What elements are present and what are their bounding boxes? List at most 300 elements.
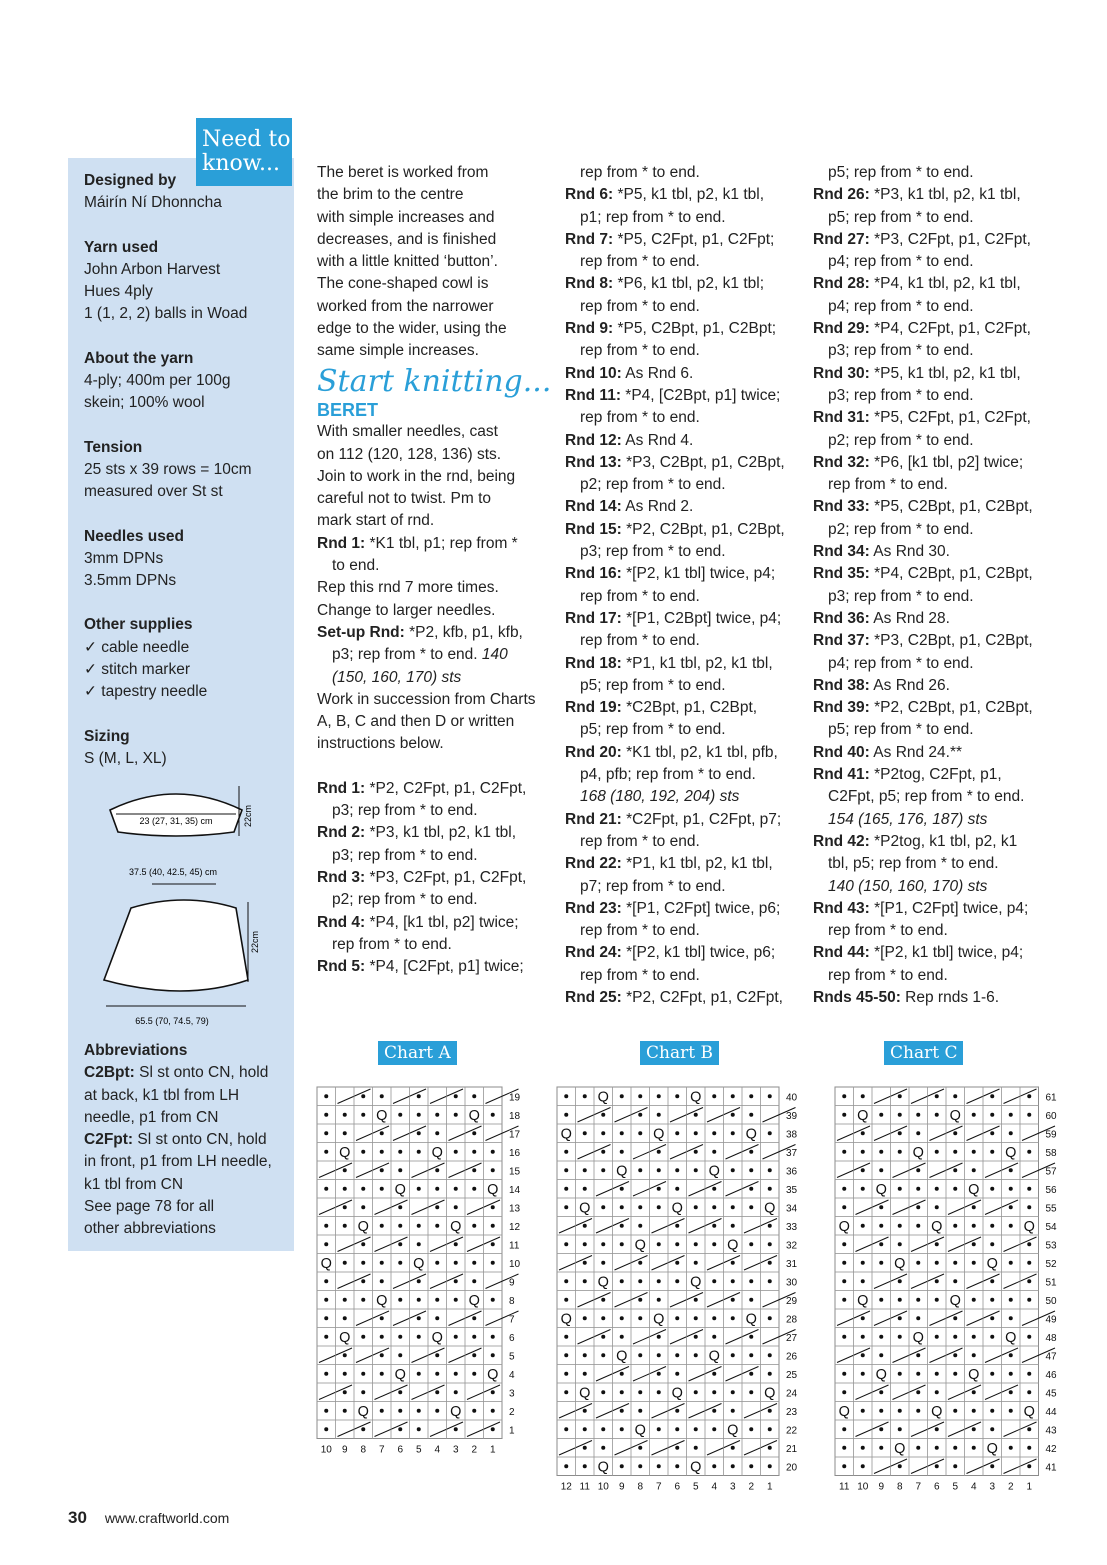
purl-dot (564, 1279, 568, 1283)
purl-dot (990, 1187, 994, 1191)
purl-dot (472, 1224, 476, 1228)
rnd-line: Rnd 31: *P5, C2Fpt, p1, C2Fpt, (813, 409, 1031, 427)
k1tbl-symbol: Q (986, 1256, 998, 1272)
beret-shape (110, 794, 242, 836)
col-label: 6 (933, 1481, 940, 1493)
tension-line: 25 sts x 39 rows = 10cm (84, 460, 252, 478)
purl-dot (898, 1187, 902, 1191)
abbr-c2bpt: C2Bpt: Sl st onto CN, hold (84, 1064, 269, 1082)
k1tbl-symbol: Q (579, 1385, 591, 1402)
row-label: 55 (1045, 1203, 1057, 1215)
purl-dot (749, 1205, 753, 1209)
purl-dot (638, 1464, 642, 1468)
purl-dot (953, 1279, 957, 1283)
purl-dot (380, 1279, 384, 1283)
purl-dot (731, 1353, 735, 1357)
purl-dot (861, 1316, 865, 1320)
setup-line: (150, 160, 170) sts (332, 668, 462, 686)
k1tbl-symbol: Q (468, 1108, 480, 1124)
purl-dot (564, 1242, 568, 1246)
rnd-line: Rnds 45-50: Rep rnds 1-6. (813, 988, 1000, 1006)
rnd-line: Rnd 14: As Rnd 2. (565, 498, 694, 516)
row-label: 16 (509, 1148, 521, 1159)
row-label: 38 (786, 1129, 798, 1141)
purl-dot (324, 1372, 328, 1376)
purl-dot (675, 1464, 679, 1468)
rnd-line: Rnd 11: *P4, [C2Bpt, p1] twice; (565, 386, 781, 404)
purl-dot (1009, 1131, 1013, 1135)
rnd-line: p3; rep from * to end. (332, 802, 478, 820)
purl-dot (417, 1335, 421, 1339)
purl-dot (417, 1224, 421, 1228)
purl-dot (916, 1316, 920, 1320)
col-label: 7 (655, 1481, 662, 1493)
col-label: 2 (748, 1481, 755, 1493)
k1tbl-symbol: Q (949, 1108, 961, 1124)
intro-line: The cone-shaped cowl is (317, 275, 489, 293)
row-label: 45 (1045, 1388, 1057, 1400)
purl-dot (898, 1409, 902, 1413)
purl-dot (990, 1150, 994, 1154)
row-label: 59 (1045, 1129, 1057, 1141)
rnd-line: Rnd 25: *P2, C2Fpt, p1, C2Fpt, (565, 988, 783, 1006)
purl-dot (343, 1261, 347, 1265)
purl-dot (768, 1409, 772, 1413)
rnd-line: Rnd 15: *P2, C2Bpt, p1, C2Bpt, (565, 520, 785, 538)
purl-dot (972, 1224, 976, 1228)
rnd-line: p7; rep from * to end. (580, 877, 726, 895)
purl-dot (638, 1224, 642, 1228)
supplies-line: ✓ tapestry needle (84, 683, 208, 701)
rnd-line: rep from * to end. (580, 409, 700, 427)
rnd-line: tbl, p5; rep from * to end. (828, 855, 999, 873)
purl-dot (361, 1298, 365, 1302)
purl-dot (879, 1298, 883, 1302)
purl-dot (601, 1261, 605, 1265)
rnd-line: 168 (180, 192, 204) sts (580, 788, 740, 806)
purl-dot (361, 1427, 365, 1431)
row-label: 13 (509, 1203, 521, 1215)
purl-dot (675, 1446, 679, 1450)
purl-dot (694, 1427, 698, 1431)
purl-dot (768, 1353, 772, 1357)
work-line: instructions below. (317, 735, 444, 753)
col-label: 10 (597, 1481, 609, 1493)
k1tbl-symbol: Q (468, 1293, 480, 1309)
col-label: 3 (989, 1481, 996, 1493)
purl-dot (380, 1372, 384, 1376)
purl-dot (953, 1316, 957, 1320)
chart-a-title: Chart A (378, 1041, 457, 1065)
rep-line: Change to larger needles. (317, 601, 496, 619)
purl-dot (361, 1113, 365, 1117)
purl-dot (564, 1113, 568, 1117)
purl-dot (990, 1224, 994, 1228)
purl-dot (694, 1168, 698, 1172)
purl-dot (583, 1427, 587, 1431)
purl-dot (898, 1298, 902, 1302)
purl-dot (953, 1409, 957, 1413)
abbr-line: k1 tbl from CN (84, 1175, 184, 1193)
rnd-line: p3; rep from * to end. (332, 846, 478, 864)
purl-dot (694, 1261, 698, 1265)
purl-dot (620, 1150, 624, 1154)
purl-dot (842, 1372, 846, 1376)
purl-dot (454, 1298, 458, 1302)
purl-dot (1009, 1205, 1013, 1209)
purl-dot (731, 1261, 735, 1265)
purl-dot (657, 1464, 661, 1468)
purl-dot (564, 1150, 568, 1154)
abbr-line: needle, p1 from CN (84, 1108, 219, 1126)
purl-dot (731, 1298, 735, 1302)
purl-dot (712, 1224, 716, 1228)
rnd-line: p3; rep from * to end. (828, 342, 974, 360)
purl-dot (324, 1409, 328, 1413)
purl-dot (1009, 1390, 1013, 1394)
cowl-height-label: 22cm (250, 930, 260, 954)
yarn-line: 1 (1, 2, 2) balls in Woad (84, 305, 248, 323)
purl-dot (842, 1261, 846, 1265)
purl-dot (454, 1150, 458, 1154)
purl-dot (564, 1335, 568, 1339)
purl-dot (491, 1335, 495, 1339)
k1tbl-symbol: Q (690, 1089, 702, 1106)
col-label: 5 (692, 1481, 699, 1493)
purl-dot (435, 1224, 439, 1228)
purl-dot (472, 1150, 476, 1154)
purl-dot (749, 1335, 753, 1339)
purl-dot (454, 1372, 458, 1376)
purl-dot (657, 1298, 661, 1302)
col-label: 3 (452, 1444, 459, 1456)
purl-dot (990, 1242, 994, 1246)
col-label: 4 (711, 1481, 718, 1493)
col-label: 6 (397, 1444, 404, 1456)
purl-dot (842, 1427, 846, 1431)
purl-dot (638, 1205, 642, 1209)
purl-dot (768, 1224, 772, 1228)
rnd-line: Rnd 26: *P3, k1 tbl, p2, k1 tbl, (813, 186, 1021, 204)
about-line: skein; 100% wool (84, 394, 205, 412)
k1tbl-symbol: Q (745, 1311, 757, 1328)
purl-dot (712, 1390, 716, 1394)
k1tbl-symbol: Q (431, 1145, 443, 1161)
purl-dot (583, 1261, 587, 1265)
purl-dot (916, 1224, 920, 1228)
purl-dot (731, 1205, 735, 1209)
purl-dot (898, 1279, 902, 1283)
purl-dot (972, 1298, 976, 1302)
rnd-line: Rnd 37: *P3, C2Bpt, p1, C2Bpt, (813, 632, 1033, 650)
col-label: 11 (839, 1481, 850, 1493)
purl-dot (916, 1409, 920, 1413)
k1tbl-symbol: Q (339, 1330, 351, 1346)
purl-dot (472, 1316, 476, 1320)
purl-dot (1027, 1150, 1031, 1154)
page-number: 30 (68, 1508, 87, 1527)
row-label: 39 (786, 1111, 798, 1122)
rnd-line: rep from * to end. (332, 935, 452, 953)
row-label: 6 (509, 1333, 515, 1344)
purl-dot (898, 1242, 902, 1246)
purl-dot (842, 1390, 846, 1394)
beret-line: on 112 (120, 128, 136) sts. (317, 445, 502, 463)
row-label: 48 (1045, 1333, 1057, 1344)
purl-dot (842, 1242, 846, 1246)
purl-dot (749, 1353, 753, 1357)
purl-dot (879, 1168, 883, 1172)
rep-line: Rep this rnd 7 more times. (317, 579, 499, 597)
purl-dot (638, 1168, 642, 1172)
purl-dot (601, 1298, 605, 1302)
purl-dot (620, 1464, 624, 1468)
purl-dot (398, 1409, 402, 1413)
col-label: 5 (952, 1481, 959, 1493)
purl-dot (1009, 1224, 1013, 1228)
purl-dot (657, 1353, 661, 1357)
purl-dot (861, 1409, 865, 1413)
purl-dot (583, 1409, 587, 1413)
col-label: 9 (618, 1481, 625, 1493)
purl-dot (749, 1187, 753, 1191)
purl-dot (472, 1094, 476, 1098)
rnd-line: Rnd 12: As Rnd 4. (565, 431, 694, 449)
purl-dot (935, 1150, 939, 1154)
purl-dot (731, 1464, 735, 1468)
purl-dot (620, 1316, 624, 1320)
k1tbl-symbol: Q (875, 1182, 887, 1198)
purl-dot (343, 1205, 347, 1209)
rnd-line: p5; rep from * to end. (828, 208, 974, 226)
purl-dot (916, 1446, 920, 1450)
purl-dot (935, 1242, 939, 1246)
rnd-line: p3; rep from * to end. (828, 386, 974, 404)
col-label: 10 (320, 1444, 332, 1456)
purl-dot (990, 1094, 994, 1098)
k1tbl-symbol: Q (838, 1404, 850, 1420)
purl-dot (990, 1464, 994, 1468)
purl-dot (1027, 1094, 1031, 1098)
purl-dot (601, 1168, 605, 1172)
purl-dot (953, 1335, 957, 1339)
purl-dot (1009, 1298, 1013, 1302)
purl-dot (916, 1353, 920, 1357)
rnd-line: Rnd 30: *P5, k1 tbl, p2, k1 tbl, (813, 364, 1021, 382)
row-label: 61 (1045, 1092, 1057, 1104)
k1tbl-symbol: Q (857, 1108, 869, 1124)
k1tbl-symbol: Q (431, 1330, 443, 1346)
purl-dot (361, 1261, 365, 1265)
purl-dot (675, 1279, 679, 1283)
purl-dot (491, 1261, 495, 1265)
purl-dot (491, 1390, 495, 1394)
rnd-line: Rnd 28: *P4, k1 tbl, p2, k1 tbl, (813, 275, 1021, 293)
purl-dot (768, 1316, 772, 1320)
purl-dot (361, 1335, 365, 1339)
beret-height-label: 22cm (243, 804, 253, 828)
purl-dot (435, 1261, 439, 1265)
purl-dot (417, 1372, 421, 1376)
purl-dot (990, 1335, 994, 1339)
k1tbl-symbol: Q (1023, 1404, 1035, 1420)
purl-dot (472, 1279, 476, 1283)
row-label: 3 (509, 1388, 515, 1400)
row-label: 33 (786, 1222, 798, 1233)
purl-dot (898, 1316, 902, 1320)
needles-line: 3mm DPNs (84, 549, 164, 567)
purl-dot (712, 1279, 716, 1283)
col-label: 1 (766, 1481, 773, 1493)
setup-line: p3; rep from * to end. 140 (332, 646, 508, 664)
purl-dot (564, 1427, 568, 1431)
purl-dot (916, 1131, 920, 1135)
k1tbl-symbol: Q (450, 1219, 462, 1235)
purl-dot (953, 1168, 957, 1172)
k1tbl-symbol: Q (745, 1126, 757, 1143)
sizing-heading: Sizing (84, 727, 130, 745)
purl-dot (472, 1335, 476, 1339)
purl-dot (749, 1464, 753, 1468)
start-knitting-heading: Start knitting... (317, 363, 552, 399)
purl-dot (916, 1372, 920, 1376)
purl-dot (694, 1242, 698, 1246)
purl-dot (935, 1094, 939, 1098)
rnd-line: p5; rep from * to end. (580, 721, 726, 739)
rnd-line: p2; rep from * to end. (332, 891, 478, 909)
purl-dot (417, 1298, 421, 1302)
purl-dot (638, 1446, 642, 1450)
row-label: 10 (509, 1259, 521, 1270)
purl-dot (657, 1205, 661, 1209)
purl-dot (712, 1242, 716, 1246)
row-label: 11 (509, 1240, 520, 1252)
rnd-line: rep from * to end. (580, 297, 700, 315)
purl-dot (972, 1446, 976, 1450)
purl-dot (324, 1187, 328, 1191)
rnd-line: Rnd 38: As Rnd 26. (813, 676, 950, 694)
purl-dot (879, 1409, 883, 1413)
purl-dot (1027, 1427, 1031, 1431)
purl-dot (583, 1187, 587, 1191)
purl-dot (953, 1131, 957, 1135)
rnd-line: Rnd 3: *P3, C2Fpt, p1, C2Fpt, (317, 868, 527, 886)
k1tbl-symbol: Q (912, 1330, 924, 1346)
purl-dot (435, 1298, 439, 1302)
purl-dot (842, 1187, 846, 1191)
row-label: 9 (509, 1277, 515, 1289)
purl-dot (694, 1298, 698, 1302)
purl-dot (712, 1372, 716, 1376)
purl-dot (454, 1205, 458, 1209)
purl-dot (935, 1446, 939, 1450)
k1tbl-symbol: Q (653, 1126, 665, 1143)
purl-dot (1027, 1242, 1031, 1246)
purl-dot (620, 1094, 624, 1098)
purl-dot (398, 1224, 402, 1228)
purl-dot (454, 1242, 458, 1246)
purl-dot (417, 1131, 421, 1135)
purl-dot (491, 1113, 495, 1117)
purl-dot (935, 1187, 939, 1191)
rnd-line: p5; rep from * to end. (828, 721, 974, 739)
row-label: 14 (509, 1185, 521, 1196)
purl-dot (712, 1316, 716, 1320)
purl-dot (657, 1427, 661, 1431)
purl-dot (638, 1261, 642, 1265)
k1tbl-symbol: Q (986, 1441, 998, 1457)
purl-dot (638, 1131, 642, 1135)
purl-dot (712, 1150, 716, 1154)
purl-dot (601, 1335, 605, 1339)
purl-dot (491, 1427, 495, 1431)
purl-dot (583, 1168, 587, 1172)
k1tbl-symbol: Q (597, 1089, 609, 1106)
row-label: 40 (786, 1092, 798, 1104)
purl-dot (564, 1464, 568, 1468)
purl-dot (657, 1279, 661, 1283)
purl-dot (916, 1168, 920, 1172)
row-label: 31 (786, 1259, 798, 1270)
purl-dot (601, 1446, 605, 1450)
purl-dot (879, 1390, 883, 1394)
purl-dot (731, 1094, 735, 1098)
row-label: 25 (786, 1370, 798, 1381)
row-label: 35 (786, 1185, 798, 1196)
purl-dot (972, 1168, 976, 1172)
purl-dot (417, 1094, 421, 1098)
col-label: 9 (341, 1444, 348, 1456)
k1tbl-symbol: Q (968, 1182, 980, 1198)
purl-dot (435, 1187, 439, 1191)
purl-dot (972, 1205, 976, 1209)
beret-line: mark start of rnd. (317, 512, 435, 530)
rnd-line: Rnd 41: *P2tog, C2Fpt, p1, (813, 766, 1002, 784)
purl-dot (324, 1131, 328, 1135)
k1tbl-symbol: Q (838, 1219, 850, 1235)
chart-b-title: Chart B (640, 1041, 719, 1065)
purl-dot (380, 1187, 384, 1191)
intro-line: with a little knitted ‘button’. (317, 253, 498, 271)
purl-dot (380, 1409, 384, 1413)
purl-dot (472, 1261, 476, 1265)
purl-dot (491, 1353, 495, 1357)
row-label: 52 (1045, 1259, 1057, 1270)
purl-dot (601, 1242, 605, 1246)
purl-dot (749, 1113, 753, 1117)
about-line: 4-ply; 400m per 100g (84, 372, 231, 390)
purl-dot (712, 1464, 716, 1468)
purl-dot (620, 1409, 624, 1413)
purl-dot (935, 1335, 939, 1339)
purl-dot (435, 1409, 439, 1413)
k1tbl-symbol: Q (634, 1237, 646, 1254)
rnd-line: Rnd 33: *P5, C2Bpt, p1, C2Bpt, (813, 498, 1033, 516)
purl-dot (953, 1150, 957, 1154)
col-label: 12 (560, 1481, 572, 1493)
row-label: 58 (1045, 1148, 1057, 1159)
purl-dot (601, 1353, 605, 1357)
rnd-line: 154 (165, 176, 187) sts (828, 810, 988, 828)
purl-dot (953, 1464, 957, 1468)
purl-dot (491, 1224, 495, 1228)
sidebar-content (84, 170, 289, 770)
k1tbl-symbol: Q (357, 1219, 369, 1235)
row-label: 57 (1045, 1166, 1057, 1178)
col-label: 5 (415, 1444, 422, 1456)
supplies-line: ✓ cable needle (84, 638, 190, 656)
row-label: 21 (786, 1444, 798, 1455)
